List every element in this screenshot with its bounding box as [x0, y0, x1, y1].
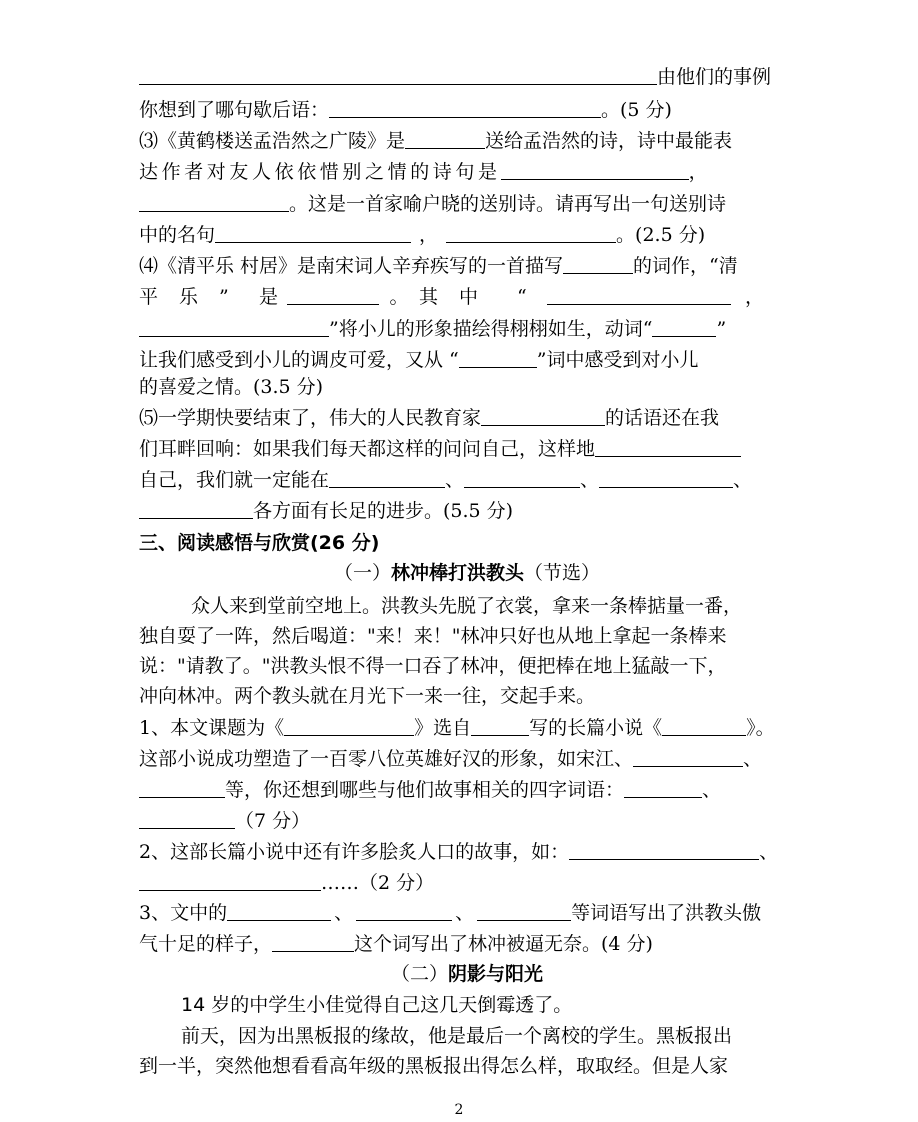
text: 。(5 分)	[601, 99, 672, 121]
passage-title	[139, 560, 795, 586]
q4-line2	[139, 284, 795, 310]
text: 3、文中的	[139, 902, 228, 924]
text: “	[517, 286, 527, 308]
answer-blank[interactable]	[284, 715, 414, 736]
text: 的词作，“清	[633, 255, 738, 277]
q5-line2	[139, 436, 795, 462]
answer-blank[interactable]	[139, 191, 289, 212]
text: 写的长篇小说《	[529, 717, 663, 739]
text: （7 分）	[235, 810, 311, 832]
text: 。这是一首家喻户晓的送别诗。请再写出一句送别诗	[289, 193, 727, 215]
text: ，	[745, 286, 765, 308]
text: 。(2.5 分)	[616, 224, 706, 246]
answer-blank[interactable]	[501, 159, 689, 180]
text: ……（2 分）	[321, 872, 435, 894]
text: 这个词写出了林冲被逼无奈。(4 分)	[354, 933, 653, 955]
answer-blank[interactable]	[139, 808, 235, 829]
rq1-line3	[139, 777, 795, 803]
text: 》选自	[414, 717, 472, 739]
text: 、	[702, 779, 722, 801]
text: 1、本文课题为《	[139, 717, 285, 739]
text: ”将小儿的形象描绘得栩栩如生，动词“	[329, 318, 653, 340]
section-heading: 三、阅读感悟与欣赏(26 分)	[139, 532, 380, 554]
answer-blank[interactable]	[139, 870, 321, 891]
answer-blank[interactable]	[569, 839, 759, 860]
text: （二）	[390, 963, 448, 985]
text: ，	[688, 161, 712, 183]
text: 阴影与阳光	[448, 963, 544, 985]
text: 其	[419, 286, 439, 308]
text: ”	[716, 318, 727, 340]
q1-line2	[139, 97, 795, 123]
answer-blank[interactable]	[446, 222, 616, 243]
text: 气十足的样子，	[139, 933, 273, 955]
text: ”词中感受到对小儿	[536, 349, 699, 371]
passage-paragraph: 到一半，突然他想看看高年级的黑板报出得怎么样，取取经。但是人家	[139, 1055, 729, 1077]
text: 自己，我们就一定能在	[139, 469, 330, 491]
rq2-line2	[139, 870, 795, 896]
q4-line4	[139, 347, 795, 373]
text: ”	[219, 286, 229, 308]
q1-line1	[139, 64, 795, 90]
answer-blank[interactable]	[405, 128, 485, 149]
passage-paragraph: 冲向林冲。两个教头就在月光下一来一往，交起手来。	[139, 685, 596, 707]
text: 这部小说成功塑造了一百零八位英雄好汉的形象，如宋江、	[139, 748, 634, 770]
q3-line4	[139, 222, 795, 248]
q3-line3	[139, 191, 795, 217]
q4-line5	[139, 374, 795, 400]
passage-title	[139, 961, 795, 987]
text: ⑶《黄鹤楼送孟浩然之广陵》是	[139, 130, 406, 152]
text: ⑸一学期快要结束了，伟大的人民教育家	[139, 407, 482, 429]
q4-line3	[139, 316, 795, 342]
answer-blank[interactable]	[287, 284, 379, 305]
text: 们耳畔回响：如果我们每天都这样的问问自己，这样地	[139, 438, 596, 460]
text: 乐	[179, 286, 199, 308]
text: 14	[181, 994, 206, 1016]
answer-blank[interactable]	[547, 284, 731, 305]
text: 中的名句	[139, 224, 216, 246]
answer-blank[interactable]	[356, 900, 452, 921]
text: 》。	[746, 717, 775, 739]
text: 的喜爱之情。(3.5 分)	[139, 376, 324, 398]
text: （一）	[333, 562, 391, 584]
text: 等词语写出了洪教头傲	[571, 902, 762, 924]
q3-line2	[139, 159, 795, 185]
text: （节选）	[524, 562, 601, 584]
page-number: 2	[454, 1102, 464, 1118]
passage-paragraph: 说："请教了。"洪教头恨不得一口吞了林冲，便把棒在地上猛敲一下，	[139, 655, 727, 677]
text: 、	[743, 748, 763, 770]
text: 让我们感受到小儿的调皮可爱，又从 “	[139, 349, 459, 371]
text: ⑷《清平乐 村居》是南宋词人辛弃疾写的一首描写	[139, 255, 564, 277]
rq1-line2	[139, 746, 795, 772]
answer-blank[interactable]	[139, 498, 253, 519]
answer-blank[interactable]	[329, 467, 445, 488]
passage-paragraph: 独自耍了一阵，然后喝道："来！来！"林冲只好也从地上拿起一条棒来	[139, 625, 727, 647]
answer-blank[interactable]	[464, 467, 580, 488]
rq3-line1	[139, 900, 795, 926]
answer-blank[interactable]	[624, 777, 702, 798]
q4-line1	[139, 253, 795, 279]
answer-blank[interactable]	[215, 222, 411, 243]
answer-blank[interactable]	[477, 900, 571, 921]
text: 林冲棒打洪教头	[390, 562, 524, 584]
answer-blank[interactable]	[329, 97, 601, 118]
text: 送给孟浩然的诗，诗中最能表	[485, 130, 733, 152]
answer-blank[interactable]	[662, 715, 746, 736]
answer-blank[interactable]	[481, 405, 605, 426]
answer-blank[interactable]	[139, 777, 225, 798]
text: 、	[334, 902, 354, 924]
text: 。	[389, 286, 409, 308]
q3-line1	[139, 128, 795, 154]
text: 岁的中学生小佳觉得自己这几天倒霉透了。	[205, 994, 573, 1016]
text: ，	[419, 224, 439, 246]
text: 、	[759, 841, 779, 863]
answer-blank[interactable]	[563, 253, 633, 274]
rq1-line1	[139, 715, 795, 741]
text: 、	[445, 469, 465, 491]
answer-blank[interactable]	[272, 931, 354, 952]
text: 平	[139, 286, 159, 308]
q5-line3	[139, 467, 795, 493]
q5-line4	[139, 498, 795, 524]
rq1-line4	[139, 808, 795, 834]
text: 你想到了哪句歇后语：	[139, 99, 330, 121]
rq2-line1	[139, 839, 795, 865]
rq3-line2	[139, 931, 795, 957]
answer-blank[interactable]	[599, 467, 733, 488]
answer-blank[interactable]	[139, 316, 329, 337]
text: 中	[459, 286, 479, 308]
answer-blank[interactable]	[471, 715, 529, 736]
passage-paragraph	[139, 992, 795, 1018]
text: 由他们的事例	[657, 66, 772, 88]
text: 、	[455, 902, 475, 924]
text: 达作者对友人依依惜别之情的诗句是	[139, 161, 501, 183]
text: 、	[733, 469, 753, 491]
text: 各方面有长足的进步。(5.5 分)	[253, 500, 514, 522]
answer-blank[interactable]	[139, 64, 657, 85]
text: 是	[259, 286, 279, 308]
answer-blank[interactable]	[652, 316, 716, 337]
answer-blank[interactable]	[459, 347, 537, 368]
answer-blank[interactable]	[595, 436, 741, 457]
answer-blank[interactable]	[633, 746, 743, 767]
text: 的话语还在我	[605, 407, 720, 429]
q5-line1	[139, 405, 795, 431]
answer-blank[interactable]	[227, 900, 331, 921]
text: 、	[580, 469, 600, 491]
passage-paragraph: 众人来到堂前空地上。洪教头先脱了衣裳，拿来一条棒掂量一番，	[191, 595, 743, 617]
passage-paragraph: 前天，因为出黑板报的缘故，他是最后一个离校的学生。黑板报出	[181, 1025, 733, 1047]
text: 等，你还想到哪些与他们故事相关的四字词语：	[225, 779, 625, 801]
text: 2、这部长篇小说中还有许多脍炙人口的故事，如：	[139, 841, 570, 863]
